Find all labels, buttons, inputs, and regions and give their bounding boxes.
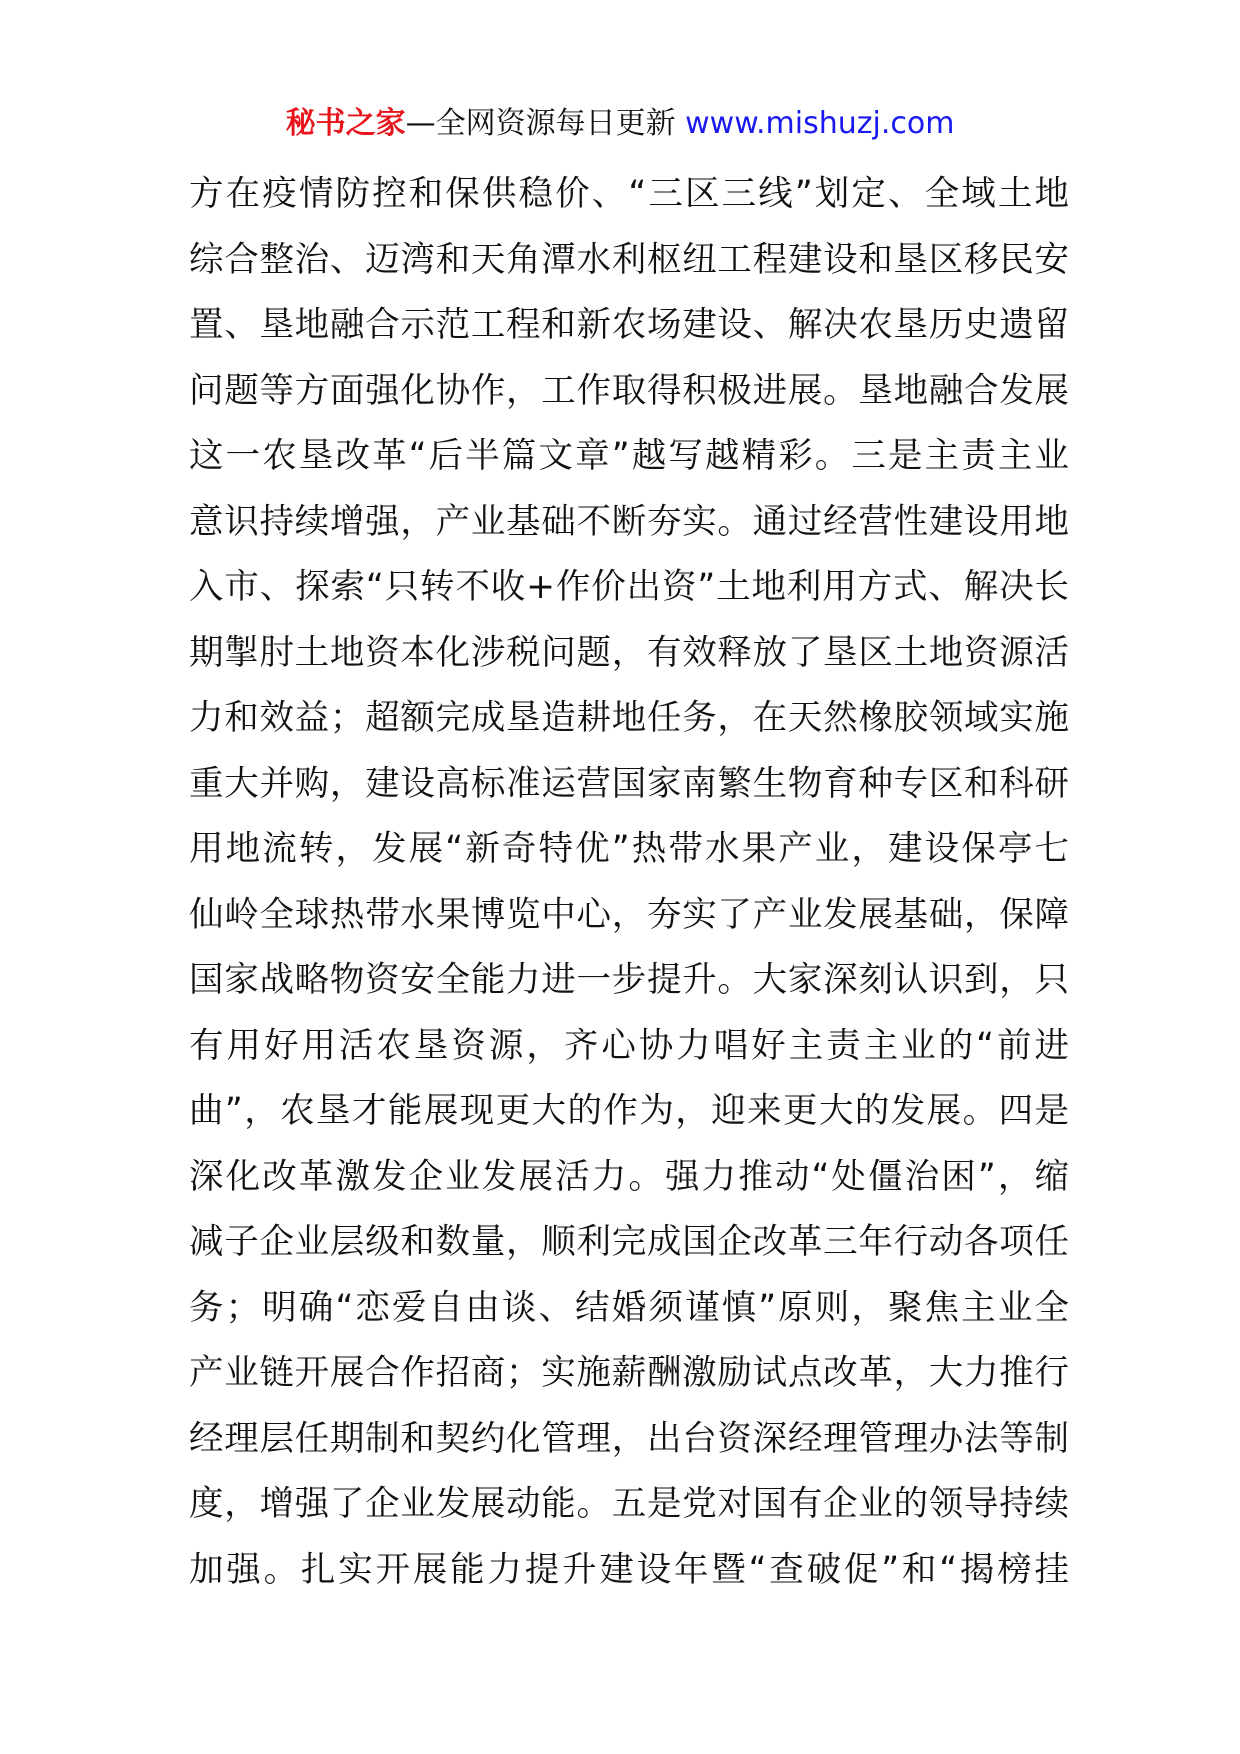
text-line: 意识持续增强，产业基础不断夯实。通过经营性建设用地 <box>189 501 1069 542</box>
page-header <box>0 104 1240 144</box>
text-line: 加强。扎实开展能力提升建设年暨“查破促”和“揭榜挂 <box>189 1549 1069 1590</box>
header-tagline: —全网资源每日更新 <box>405 106 686 141</box>
text-line: 国家战略物资安全能力进一步提升。大家深刻认识到，只 <box>189 960 1069 1000</box>
text-line: 方在疫情防控和保供稳价、“三区三线”划定、全域土地 <box>189 174 1069 214</box>
text-line: 深化改革激发企业发展活力。强力推动“处僵治困”，缩 <box>189 1156 1069 1197</box>
text-line: 度，增强了企业发展动能。五是党对国有企业的领导持续 <box>189 1484 1069 1524</box>
text-line: 务；明确“恋爱自由谈、结婚须谨慎”原则，聚焦主业全 <box>189 1287 1069 1328</box>
text-line: 有用好用活农垦资源，齐心协力唱好主责主业的“前进 <box>189 1025 1069 1066</box>
text-line: 仙岭全球热带水果博览中心，夯实了产业发展基础，保障 <box>189 894 1069 935</box>
body-text <box>189 162 1069 1603</box>
text-line: 问题等方面强化协作，工作取得积极进展。垦地融合发展 <box>189 370 1069 411</box>
text-line: 曲”，农垦才能展现更大的作为，迎来更大的发展。四是 <box>189 1091 1069 1131</box>
text-line: 力和效益；超额完成垦造耕地任务，在天然橡胶领域实施 <box>189 698 1069 738</box>
brand-name: 秘书之家 <box>285 106 406 141</box>
text-line: 减子企业层级和数量，顺利完成国企改革三年行动各项任 <box>189 1222 1069 1262</box>
text-line: 重大并购，建设高标准运营国家南繁生物育种专区和科研 <box>189 763 1069 804</box>
text-line: 产业链开展合作招商；实施薪酬激励试点改革，大力推行 <box>189 1353 1069 1393</box>
text-line: 综合整治、迈湾和天角潭水利枢纽工程建设和垦区移民安 <box>189 239 1069 280</box>
text-line: 这一农垦改革“后半篇文章”越写越精彩。三是主责主业 <box>189 436 1069 476</box>
text-line: 期掣肘土地资本化涉税问题，有效释放了垦区土地资源活 <box>189 632 1069 673</box>
website-link[interactable]: www.mishuzj.com <box>685 106 955 141</box>
text-line: 用地流转，发展“新奇特优”热带水果产业，建设保亭七 <box>189 829 1069 869</box>
text-line: 经理层任期制和契约化管理，出台资深经理管理办法等制 <box>189 1418 1069 1459</box>
text-line: 置、垦地融合示范工程和新农场建设、解决农垦历史遗留 <box>189 305 1069 345</box>
text-line: 入市、探索“只转不收+作价出资”土地利用方式、解决长 <box>189 567 1069 607</box>
